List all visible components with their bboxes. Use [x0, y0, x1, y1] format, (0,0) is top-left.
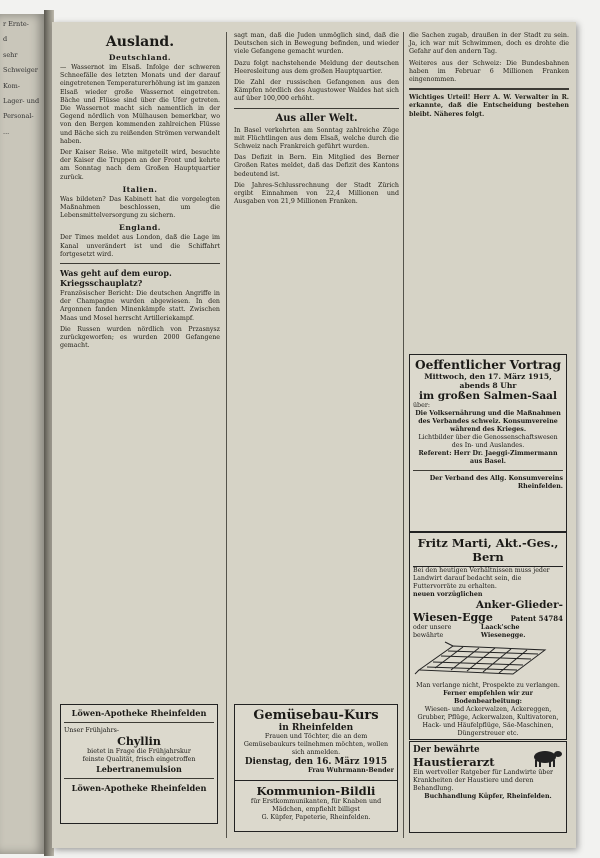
- divider: [60, 263, 220, 264]
- ad-date: Mittwoch, den 17. März 1915, abends 8 Uhr: [424, 372, 552, 390]
- previous-page-edge: [0, 14, 46, 854]
- notice-paragraph: Wichtiges Urteil! Herr A. W. Verwalter in R. erkannte, daß die Entscheidung bestehen bleibt. Näheres folgt.: [409, 94, 569, 118]
- article-paragraph: Französischer Bericht: Die deutschen Angriffe in der Champagne wurden abgewiesen. In den Argonnen fanden Minenkämpfe statt. Zwischen Maas und Mosel herrscht Artilleriekampf.: [60, 290, 220, 322]
- column-rule: [226, 32, 227, 838]
- section-title-aus-aller-welt: Aus aller Welt.: [275, 112, 358, 124]
- divider: [234, 108, 399, 109]
- ad-text: für Erstkommunikanten, für Knaben und Mädchen, empfiehlt billigst: [250, 798, 382, 813]
- column-1: [60, 32, 220, 793]
- column-rule: [403, 32, 404, 838]
- prev-line: Personal-: [3, 112, 34, 121]
- ad-text: Man verlange nicht, Prospekte zu verlangen.: [416, 682, 560, 689]
- ad-title: Oeffentlicher Vortrag: [415, 358, 561, 372]
- prev-line: ...: [3, 127, 10, 136]
- harrow-illustration-icon: [413, 640, 553, 678]
- ad-topic: Die Volksernährung und die Maßnahmen des Verbandes schweiz. Konsumvereine während des Krieges.: [415, 410, 561, 433]
- ad-text: feinste Qualität, frisch eingetroffen: [82, 756, 196, 763]
- article-paragraph: Die Zahl der russischen Gefangenen aus den Kämpfen nördlich des Augustower Waldes hat sich auf über 100,000 erhöht.: [234, 79, 399, 103]
- ad-shop: G. Küpfer, Papeterie, Rheinfelden.: [261, 814, 371, 821]
- article-paragraph: In Basel verkehrten am Sonntag zahlreiche Züge mit Flüchtlingen aus dem Elsaß, welche durch die Schweiz nach Frankreich geführt wurden.: [234, 126, 399, 151]
- ad-date: Dienstag, den 16. März 1915: [244, 757, 388, 767]
- ad-text: über:: [413, 402, 430, 409]
- ad-title: Kommunion-Bildli: [256, 784, 376, 798]
- ad-title-main: Haustierarzt: [413, 755, 495, 769]
- ad-text: oder unsere bewährte: [413, 624, 452, 639]
- article-paragraph: Der Times meldet aus London, daß die Lage im Kanal unverändert ist und die Schiffahrt fortgesetzt wird.: [60, 234, 220, 258]
- ad-product: Lebertranemulsion: [96, 764, 182, 774]
- divider: [409, 88, 569, 90]
- article-paragraph: die Sachen zugab, draußen in der Stadt zu sein. Ja, ich war mit Schwimmen, doch es drohte die Gefahr auf den andern Tag.: [409, 32, 569, 56]
- ad-org: Frau Wuhrmann-Bender: [308, 767, 394, 774]
- prev-line: r Ernte-: [3, 20, 29, 28]
- divider: [64, 778, 214, 779]
- ad-product: Laack'sche Wiesenegge.: [480, 624, 526, 639]
- ad-footer: Löwen-Apotheke Rheinfelden: [71, 783, 207, 793]
- ad-text: Ferner empfehlen wir zur Bodenbearbeitung:: [443, 690, 533, 705]
- article-paragraph: — Wassernot im Elsaß. Infolge der schweren Schneefälle des letzten Monats und der darauf eingetretenen Temperaturerhöhung ist im ganzen Elsaß wieder große Wassernot eingetreten. Bäche und Flüsse sind über die Ufer getreten. Die Wassernot macht sich namentlich in der Gegend nördlich von Mülhausen bemerkbar, wo von den Bergen kommenden zahlreichen Flüsse und Bäche sich zu reißenden Strömen verwandelt haben.: [60, 64, 220, 145]
- subhead-deutschland: Deutschland.: [108, 53, 172, 62]
- column-2: [234, 32, 399, 821]
- prev-line: Lager- und: [3, 97, 40, 106]
- ad-kommunion-bildli: [234, 780, 398, 832]
- article-paragraph: Die Jahres-Schlussrechnung der Stadt Zürich ergibt Einnahmen von 22,4 Millionen und Ausgaben von 21,9 Millionen Franken.: [234, 181, 399, 206]
- article-paragraph: Die Russen wurden nördlich von Przasnysz zurückgeworfen; es wurden 2000 Gefangene gemacht.: [60, 325, 220, 350]
- ad-title: Löwen-Apotheke Rheinfelden: [71, 708, 207, 718]
- article-paragraph: Das Defizit in Bern. Ein Mitglied des Berner Großen Rates meldet, daß das Defizit des Kantons bedeutend ist.: [234, 154, 399, 178]
- ad-title: Fritz Marti, Akt.-Ges., Bern: [413, 536, 563, 567]
- ad-speaker: Referent: Herr Dr. Jaeggi-Zimmermann aus Basel.: [418, 450, 558, 465]
- ad-text: Unser Frühjahrs-: [64, 727, 119, 734]
- divider: [64, 722, 214, 723]
- war-headline: Was geht auf dem europ. Kriegsschauplatz?: [60, 268, 172, 289]
- ad-gemusebau-kurs: [234, 704, 398, 782]
- article-paragraph: Der Kaiser Reise. Wie mitgeteilt wird, besuchte der Kaiser die Truppen an der Front und kehrte am Sonntag nach dem Großen Hauptquartier zurück.: [60, 149, 220, 181]
- section-title-ausland: Ausland.: [105, 34, 175, 50]
- ad-title: Gemüsebau-Kurs: [253, 708, 379, 723]
- ad-text: bietet in Frage die Frühjahrskur: [87, 748, 191, 755]
- ad-shop: Buchhandlung Küpfer, Rheinfelden.: [424, 793, 552, 800]
- divider: [413, 470, 563, 471]
- cow-icon: [527, 746, 563, 768]
- ad-oeffentlicher-vortrag: [409, 354, 567, 532]
- ad-lowen-apotheke: [60, 704, 218, 824]
- article-paragraph: Dazu folgt nachstehende Meldung der deutschen Heeresleitung aus dem großen Hauptquartier.: [234, 59, 399, 75]
- prev-line: d: [3, 35, 8, 44]
- ad-text: Lichtbilder über die Genossenschaftswesen des In- und Auslandes.: [418, 434, 558, 449]
- ad-text: Bei den heutigen Verhältnissen muss jeder Landwirt darauf bedacht sein, die Futtervorräte zu erhalten.: [413, 567, 550, 590]
- subhead-italien: Italien.: [122, 184, 158, 194]
- ad-text: Frauen und Töchter, die an dem Gemüsebaukurs teilnehmen möchten, wollen sich anmelden.: [243, 733, 389, 756]
- ad-text: Ein wertvoller Ratgeber für Landwirte über Krankheiten der Haustiere und deren Behandlung.: [413, 769, 554, 792]
- prev-line: sehr: [3, 50, 18, 59]
- ad-patent: Patent 54784: [510, 614, 563, 623]
- ad-text: neuen vorzüglichen: [413, 591, 483, 598]
- subhead-england: England.: [119, 223, 161, 233]
- ad-host: Der Verband des Allg. Konsumvereins Rheinfelden.: [429, 475, 563, 490]
- ad-product: Wiesen-Egge: [413, 611, 493, 624]
- column-3: [409, 32, 569, 800]
- ad-text: Wiesen- und Ackerwalzen, Ackereggen, Grubber, Pflüge, Ackerwalzen, Kultivatoren, Hack- und Häufelpflüge, Säe-Maschinen, Düngerstreuer etc.: [417, 706, 559, 737]
- ad-fritz-marti: [409, 532, 567, 740]
- article-paragraph: sagt man, daß die Juden unmöglich sind, daß die Deutschen sich in Bewegung befinden, und wieder viele Gefangene gemacht wurden.: [234, 32, 399, 56]
- ad-product: Chyllin: [117, 735, 161, 748]
- ad-haustierarzt: [409, 741, 567, 833]
- newspaper-page: [52, 22, 576, 848]
- ad-product: Anker-Glieder-: [475, 599, 563, 611]
- article-paragraph: Weiteres aus der Schweiz: Die Bundesbahnen haben im Februar 6 Millionen Franken eingenommen.: [409, 59, 569, 84]
- ad-title: Der bewährte: [413, 745, 480, 755]
- prev-line: Kom-: [3, 81, 20, 90]
- ad-place: im großen Salmen-Saal: [419, 390, 557, 402]
- article-paragraph: Was bildeten? Das Kabinett hat die vorgelegten Maßnahmen beschlossen, um die Lebensmittelversorgung zu sichern.: [60, 195, 220, 220]
- prev-line: Schweiger: [3, 66, 38, 75]
- ad-place: in Rheinfelden: [278, 723, 354, 733]
